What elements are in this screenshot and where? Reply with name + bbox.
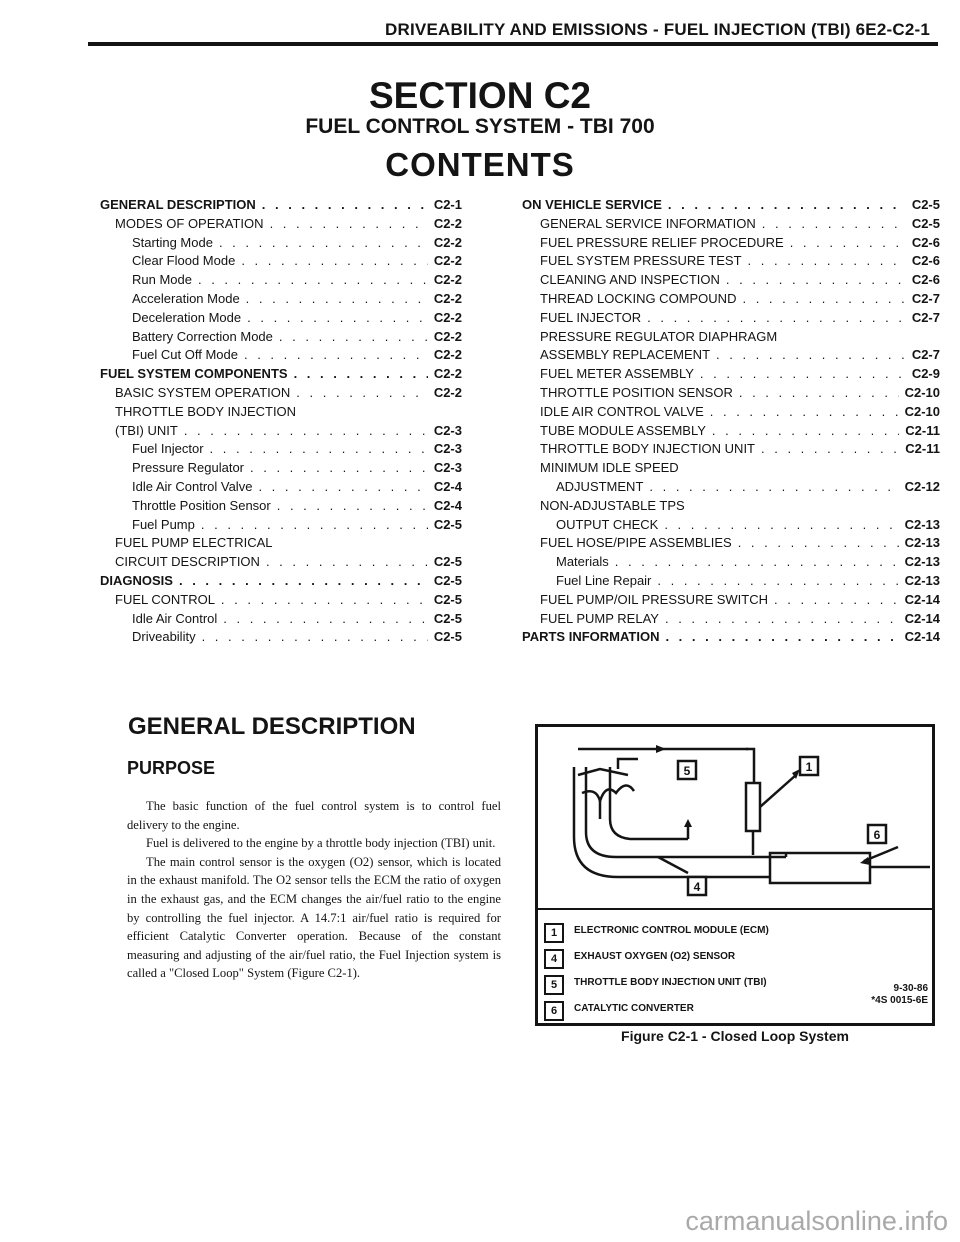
legend-label: ELECTRONIC CONTROL MODULE (ECM) xyxy=(574,925,769,936)
toc-entry xyxy=(100,365,462,384)
toc-entry-label: FUEL PUMP ELECTRICAL xyxy=(115,535,273,551)
toc-dot-leader xyxy=(649,478,898,497)
toc-entry-label: CIRCUIT DESCRIPTION xyxy=(115,554,260,570)
toc-entry xyxy=(100,497,462,516)
toc-dot-leader xyxy=(647,309,906,328)
watermark: carmanualsonline.info xyxy=(685,1206,948,1236)
toc-dot-leader xyxy=(742,290,905,309)
toc-right-column xyxy=(522,196,940,647)
toc-entry-page: C2-5 xyxy=(433,591,462,607)
toc-entry-page: C2-5 xyxy=(433,554,462,570)
toc-dot-leader xyxy=(665,628,898,647)
toc-entry-label: BASIC SYSTEM OPERATION xyxy=(115,384,291,400)
toc-entry-label: DIAGNOSIS xyxy=(100,572,173,588)
toc-dot-leader xyxy=(266,553,428,572)
toc-dot-leader xyxy=(262,196,428,215)
toc-entry-page: C2-13 xyxy=(904,554,940,570)
toc-entry-page: C2-5 xyxy=(433,572,462,588)
toc-entry xyxy=(522,234,940,253)
toc-entry xyxy=(100,478,462,497)
toc-dot-leader xyxy=(219,234,428,253)
toc-entry xyxy=(100,196,462,215)
toc-entry-label: FUEL CONTROL xyxy=(115,591,215,607)
toc-entry-page: C2-14 xyxy=(904,610,940,626)
toc-entry xyxy=(100,384,462,403)
toc-dot-leader xyxy=(241,252,427,271)
toc-entry-label: CLEANING AND INSPECTION xyxy=(540,272,720,288)
toc-entry-label: MODES OF OPERATION xyxy=(115,215,264,231)
running-head: DRIVEABILITY AND EMISSIONS - FUEL INJECTION (TBI) 6E2-C2-1 xyxy=(385,20,930,39)
toc-entry-label: Throttle Position Sensor xyxy=(132,497,271,513)
legend-label: EXHAUST OXYGEN (O2) SENSOR xyxy=(574,951,736,962)
general-description-heading: GENERAL DESCRIPTION xyxy=(128,713,416,740)
toc-entry xyxy=(522,365,940,384)
callout-1: 1 xyxy=(805,760,813,774)
toc-entry xyxy=(522,553,940,572)
toc-dot-leader xyxy=(700,365,906,384)
contents-title: CONTENTS xyxy=(385,146,575,183)
legend-number: 5 xyxy=(544,975,564,995)
toc-entry-label: GENERAL DESCRIPTION xyxy=(100,197,256,212)
toc-dot-leader xyxy=(258,478,427,497)
toc-dot-leader xyxy=(184,422,428,441)
toc-entry xyxy=(522,516,940,535)
toc-entry-label: Clear Flood Mode xyxy=(132,253,236,269)
toc-entry-page: C2-7 xyxy=(911,347,940,363)
toc-entry-page: C2-2 xyxy=(433,253,462,269)
toc-entry-label: Starting Mode xyxy=(132,234,213,250)
toc-entry-label: FUEL INJECTOR xyxy=(540,309,642,325)
toc-entry xyxy=(522,384,940,403)
toc-dot-leader xyxy=(277,497,428,516)
toc-left-column xyxy=(100,196,462,647)
toc-entry-label: Materials xyxy=(556,554,609,570)
toc-entry-page: C2-5 xyxy=(911,215,940,231)
toc-entry-page: C2-2 xyxy=(433,290,462,306)
legend-item xyxy=(544,923,930,949)
toc-entry xyxy=(522,346,940,365)
toc-dot-leader xyxy=(738,534,899,553)
toc-dot-leader xyxy=(739,384,899,403)
toc-entry xyxy=(522,422,940,441)
toc-entry-page: C2-11 xyxy=(905,441,940,457)
toc-entry-page: C2-12 xyxy=(904,478,940,494)
toc-entry-label: Deceleration Mode xyxy=(132,309,242,325)
toc-entry xyxy=(100,403,462,422)
toc-dot-leader xyxy=(279,328,428,347)
toc-entry-page: C2-14 xyxy=(904,591,940,607)
toc-entry-label: Driveability xyxy=(132,629,196,645)
toc-entry-label: Acceleration Mode xyxy=(132,290,240,306)
toc-dot-leader xyxy=(664,516,898,535)
toc-dot-leader xyxy=(668,196,906,215)
toc-entry xyxy=(100,516,462,535)
toc-entry-page: C2-5 xyxy=(433,610,462,626)
toc-entry-label: Idle Air Control xyxy=(132,610,218,626)
toc-entry-label: FUEL PUMP RELAY xyxy=(540,610,659,626)
toc-entry-page: C2-7 xyxy=(911,290,940,306)
toc-entry xyxy=(100,553,462,572)
toc-entry-label: TUBE MODULE ASSEMBLY xyxy=(540,422,706,438)
toc-dot-leader xyxy=(244,346,428,365)
toc-entry xyxy=(522,591,940,610)
toc-entry-label: (TBI) UNIT xyxy=(115,422,178,438)
callout-4: 4 xyxy=(693,880,701,894)
legend-label: THROTTLE BODY INJECTION UNIT (TBI) xyxy=(574,977,767,988)
toc-entry-page: C2-1 xyxy=(433,197,462,212)
toc-entry xyxy=(522,328,940,347)
toc-entry-page: C2-2 xyxy=(433,328,462,344)
toc-entry xyxy=(100,459,462,478)
toc-dot-leader xyxy=(270,215,428,234)
figure-date: 9-30-86 xyxy=(893,983,928,994)
toc-entry-label: Fuel Injector xyxy=(132,441,204,457)
toc-entry-page: C2-3 xyxy=(433,422,462,438)
toc-entry-page: C2-9 xyxy=(911,366,940,382)
section-subtitle: FUEL CONTROL SYSTEM - TBI 700 xyxy=(305,115,655,138)
toc-dot-leader xyxy=(665,610,899,629)
purpose-paragraph: Fuel is delivered to the engine by a throttle body injection (TBI) unit. xyxy=(146,836,496,851)
toc-entry-label: PARTS INFORMATION xyxy=(522,629,660,645)
toc-entry-label: ASSEMBLY REPLACEMENT xyxy=(540,347,711,363)
toc-entry xyxy=(522,534,940,553)
toc-dot-leader xyxy=(250,459,428,478)
toc-dot-leader xyxy=(657,572,898,591)
toc-entry-label: FUEL PRESSURE RELIEF PROCEDURE xyxy=(540,234,784,250)
toc-entry-label: FUEL HOSE/PIPE ASSEMBLIES xyxy=(540,535,732,551)
toc-entry-page: C2-14 xyxy=(904,629,940,645)
toc-entry xyxy=(522,628,940,647)
toc-entry-page: C2-4 xyxy=(433,478,462,494)
legend-label: CATALYTIC CONVERTER xyxy=(574,1003,694,1014)
legend-number: 1 xyxy=(544,923,564,943)
toc-entry xyxy=(100,252,462,271)
toc-dot-leader xyxy=(198,271,428,290)
toc-entry-label: ON VEHICLE SERVICE xyxy=(522,197,662,212)
toc-entry-page: C2-11 xyxy=(905,422,940,438)
header-rule xyxy=(88,42,938,46)
toc-entry-label: FUEL SYSTEM COMPONENTS xyxy=(100,366,288,382)
toc-dot-leader xyxy=(202,628,428,647)
toc-entry-page: C2-10 xyxy=(904,403,940,419)
figure-legend xyxy=(544,923,930,1027)
toc-dot-leader xyxy=(761,440,899,459)
toc-entry xyxy=(522,572,940,591)
toc-entry-label: THROTTLE BODY INJECTION UNIT xyxy=(540,441,755,457)
toc-entry xyxy=(100,534,462,553)
toc-entry-page: C2-4 xyxy=(433,497,462,513)
toc-entry xyxy=(522,196,940,215)
toc-entry-label: THREAD LOCKING COMPOUND xyxy=(540,290,737,306)
toc-entry-page: C2-2 xyxy=(433,309,462,325)
toc-entry xyxy=(100,346,462,365)
toc-dot-leader xyxy=(210,440,428,459)
toc-entry-page: C2-2 xyxy=(433,234,462,250)
toc-entry xyxy=(100,440,462,459)
toc-dot-leader xyxy=(201,516,428,535)
toc-entry-label: Fuel Cut Off Mode xyxy=(132,347,238,363)
toc-entry xyxy=(100,290,462,309)
toc-entry-label: THROTTLE BODY INJECTION xyxy=(115,403,297,419)
toc-entry xyxy=(522,215,940,234)
toc-entry xyxy=(522,290,940,309)
toc-entry-page: C2-3 xyxy=(433,460,462,476)
toc-entry xyxy=(522,309,940,328)
toc-dot-leader xyxy=(247,309,428,328)
toc-dot-leader xyxy=(296,384,428,403)
toc-entry xyxy=(100,271,462,290)
toc-entry-page: C2-5 xyxy=(433,516,462,532)
toc-entry-page: C2-3 xyxy=(433,441,462,457)
toc-dot-leader xyxy=(615,553,899,572)
toc-dot-leader xyxy=(294,365,428,384)
toc-entry xyxy=(100,572,462,591)
toc-entry xyxy=(100,215,462,234)
toc-entry-label: Run Mode xyxy=(132,272,192,288)
toc-entry-label: ADJUSTMENT xyxy=(556,478,644,494)
toc-entry-page: C2-6 xyxy=(911,234,940,250)
toc-entry-page: C2-6 xyxy=(911,253,940,269)
toc-entry xyxy=(522,459,940,478)
purpose-body xyxy=(127,797,501,983)
toc-entry xyxy=(522,610,940,629)
purpose-paragraph: The main control sensor is the oxygen (O2) sensor, which is located in the exhaust manifold. The O2 sensor tells the ECM the ratio of oxygen in the exhaust gas, and the ECM changes the air/fuel ratio to the engine by controlling the fuel injector. A 14.7:1 air/fuel ratio is required for efficient Catalytic Converter operation. Because of the constant measuring and adjusting of the air/fuel ratio, the Fuel Injection system is called a "Closed Loop" System (Figure C2-1). xyxy=(127,854,501,981)
toc-entry-page: C2-7 xyxy=(911,309,940,325)
toc-dot-leader xyxy=(716,346,906,365)
toc-dot-leader xyxy=(712,422,899,441)
toc-entry-label: MINIMUM IDLE SPEED xyxy=(540,460,679,476)
figure-stamp xyxy=(871,983,928,1007)
toc-entry-page: C2-13 xyxy=(904,572,940,588)
toc-entry-label: NON-ADJUSTABLE TPS xyxy=(540,497,685,513)
toc-entry-page: C2-13 xyxy=(904,516,940,532)
section-title: SECTION C2 xyxy=(368,75,592,116)
toc-entry xyxy=(100,328,462,347)
toc-entry xyxy=(100,591,462,610)
toc-dot-leader xyxy=(762,215,906,234)
toc-entry-label: FUEL PUMP/OIL PRESSURE SWITCH xyxy=(540,591,769,607)
toc-entry-page: C2-2 xyxy=(433,366,462,382)
closed-loop-figure xyxy=(535,724,935,1026)
toc-entry xyxy=(522,478,940,497)
toc-entry-label: FUEL METER ASSEMBLY xyxy=(540,366,694,382)
toc-entry xyxy=(522,440,940,459)
toc-dot-leader xyxy=(710,403,899,422)
toc-dot-leader xyxy=(223,610,428,629)
purpose-heading: PURPOSE xyxy=(127,758,216,778)
toc-entry-page: C2-10 xyxy=(904,384,940,400)
toc-entry xyxy=(100,610,462,629)
toc-entry-label: OUTPUT CHECK xyxy=(556,516,659,532)
toc-entry-label: Idle Air Control Valve xyxy=(132,478,253,494)
toc-entry-page: C2-2 xyxy=(433,215,462,231)
toc-entry-page: C2-5 xyxy=(911,197,940,212)
toc-entry-label: Battery Correction Mode xyxy=(132,328,273,344)
legend-number: 4 xyxy=(544,949,564,969)
toc-entry-label: IDLE AIR CONTROL VALVE xyxy=(540,403,704,419)
toc-dot-leader xyxy=(179,572,428,591)
toc-dot-leader xyxy=(221,591,428,610)
callout-5: 5 xyxy=(683,764,691,778)
toc-entry xyxy=(522,252,940,271)
toc-entry-label: PRESSURE REGULATOR DIAPHRAGM xyxy=(540,328,778,344)
toc-entry xyxy=(522,271,940,290)
toc-dot-leader xyxy=(246,290,428,309)
callout-6: 6 xyxy=(873,828,881,842)
toc-entry-page: C2-2 xyxy=(433,384,462,400)
legend-item xyxy=(544,949,930,975)
purpose-paragraph: The basic function of the fuel control system is to control fuel delivery to the engine. xyxy=(127,799,501,832)
toc-entry-label: THROTTLE POSITION SENSOR xyxy=(540,384,733,400)
toc-dot-leader xyxy=(774,591,899,610)
toc-entry xyxy=(100,234,462,253)
toc-entry xyxy=(522,497,940,516)
toc-dot-leader xyxy=(790,234,906,253)
toc-dot-leader xyxy=(726,271,906,290)
toc-entry-label: FUEL SYSTEM PRESSURE TEST xyxy=(540,253,742,269)
toc-entry-page: C2-2 xyxy=(433,272,462,288)
toc-entry-page: C2-5 xyxy=(433,629,462,645)
figure-code: *4S 0015-6E xyxy=(871,995,928,1006)
toc-entry-page: C2-2 xyxy=(433,347,462,363)
toc-entry xyxy=(100,422,462,441)
toc-entry-page: C2-13 xyxy=(904,535,940,551)
toc-entry xyxy=(100,628,462,647)
toc-entry-label: GENERAL SERVICE INFORMATION xyxy=(540,215,756,231)
toc-dot-leader xyxy=(748,252,906,271)
figure-caption: Figure C2-1 - Closed Loop System xyxy=(621,1028,849,1044)
toc-entry xyxy=(522,403,940,422)
toc-entry-label: Pressure Regulator xyxy=(132,460,244,476)
toc-entry-label: Fuel Pump xyxy=(132,516,195,532)
toc-entry xyxy=(100,309,462,328)
legend-number: 6 xyxy=(544,1001,564,1021)
toc-entry-page: C2-6 xyxy=(911,272,940,288)
toc-entry-label: Fuel Line Repair xyxy=(556,572,652,588)
